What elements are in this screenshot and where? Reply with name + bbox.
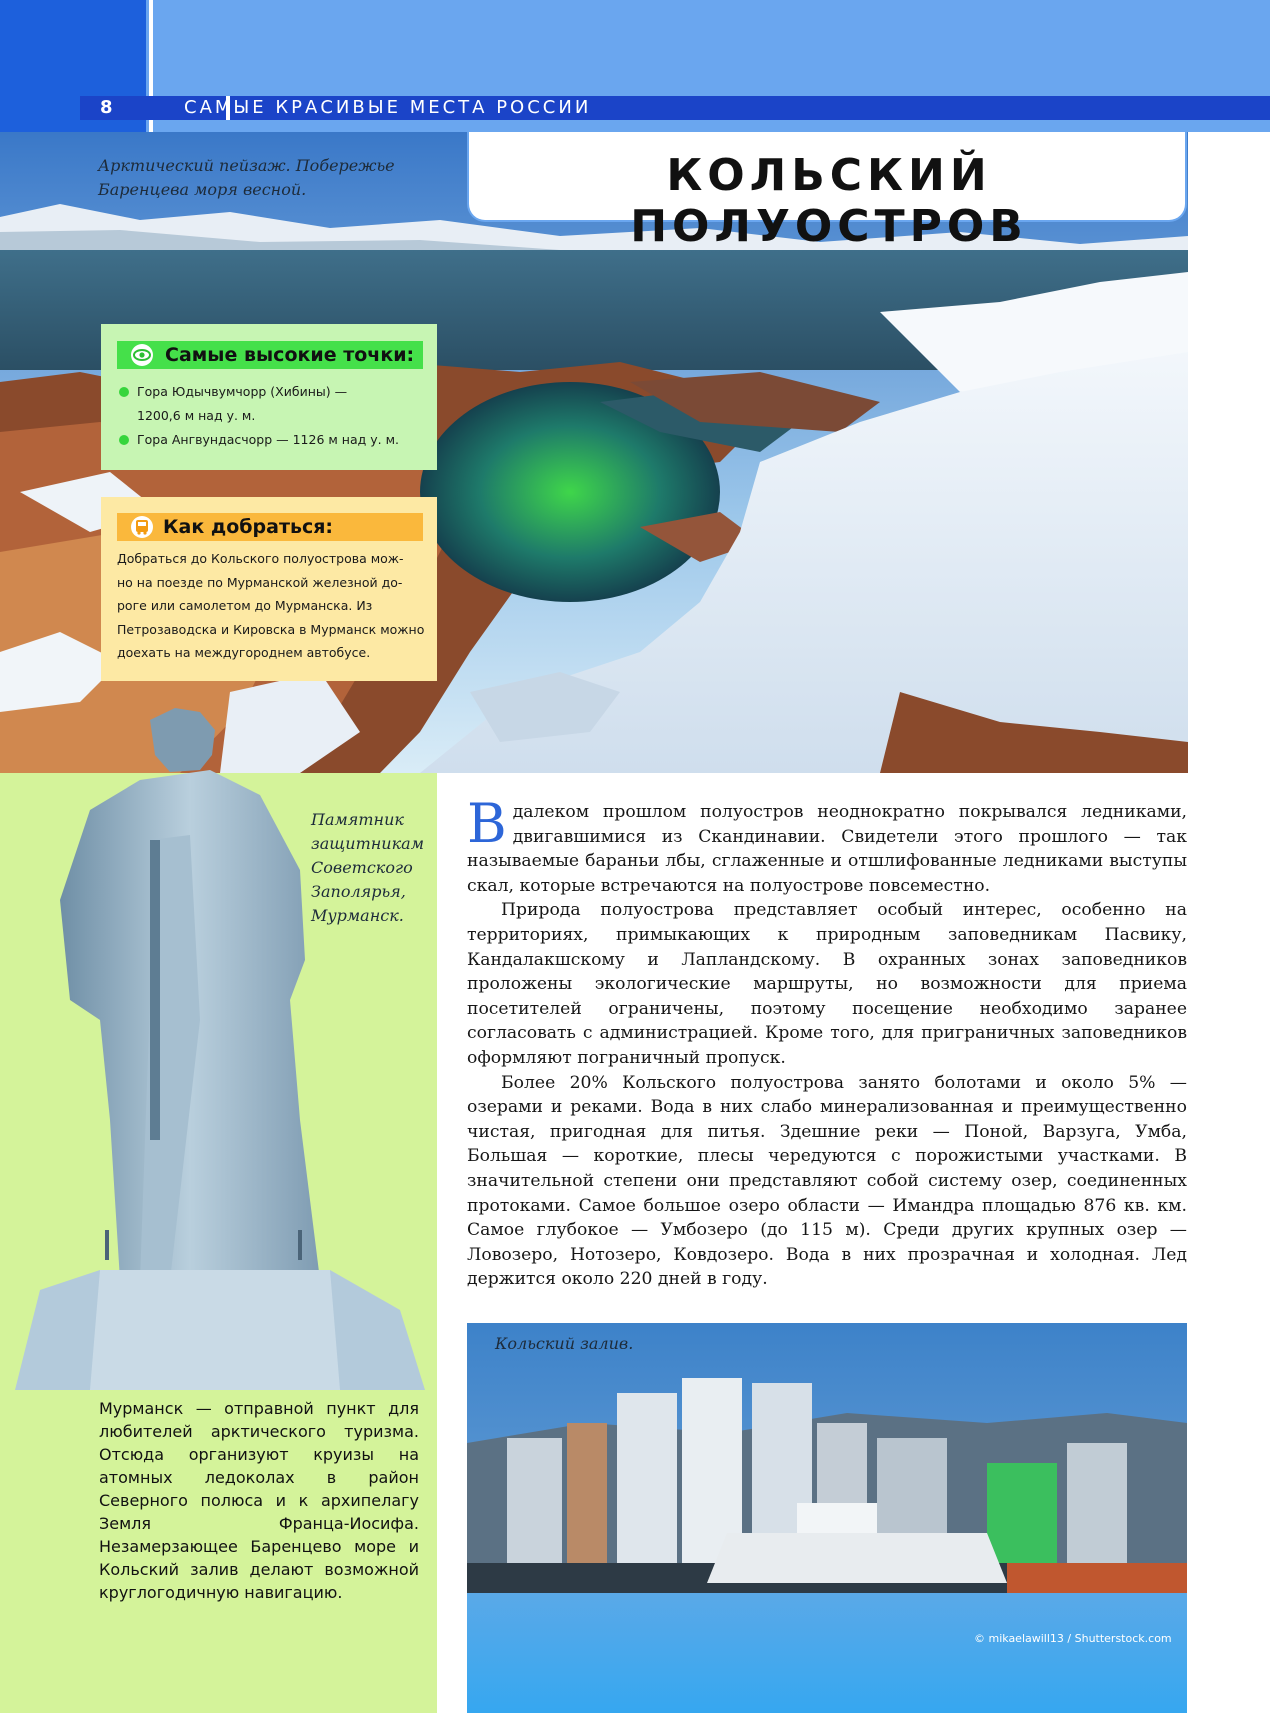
bullet-icon: [119, 387, 129, 397]
route-line: роге или самолетом до Мурманска. Из: [117, 598, 373, 613]
article-paragraph-text: далеком прошлом полуостров неоднократно покрывался ледниками, двигавшимися из Скандинавии. Свидетели этого прошлого — так называемые бараньи лбы, сглаженные и отшлифованные ледниками выступы скал, которые встречаются на полуострове повсеместно.: [467, 802, 1187, 896]
photo-credit: © mikaelawill13 / Shutterstock.com: [974, 1632, 1172, 1645]
how-to-get-text: [117, 547, 427, 665]
bay-caption: Кольский залив.: [495, 1334, 634, 1353]
kola-bay-photo: [467, 1323, 1187, 1713]
page-number: 8: [100, 97, 113, 118]
statue-caption-line: защитникам: [311, 834, 424, 853]
statue-caption-line: Мурманск.: [311, 906, 404, 925]
how-to-get-box: [101, 497, 437, 681]
statue-caption-line: Памятник: [311, 810, 404, 829]
statue-caption: [311, 808, 431, 928]
peak-item-line: 1200,6 м над у. м.: [137, 408, 256, 423]
article-paragraph: Природа полуострова представляет особый интерес, особенно на территориях, примыкающих к природным заповедникам Пасвику, Кандалакшскому и Лапландскому. В охранных зонах заповедников проложены экологические маршруты, но возможности для приема посетителей ограничены, поэтому посещение необходимо заранее согласовать с администрацией. Кроме того, для приграничных заповедников оформляют пограничный пропуск.: [467, 900, 1187, 1068]
page-title: КОЛЬСКИЙ ПОЛУОСТРОВ: [630, 150, 1028, 252]
highest-points-title: Самые высокие точки:: [165, 344, 415, 366]
how-to-get-title: Как добраться:: [163, 516, 334, 538]
statue-caption-line: Заполярья,: [311, 882, 406, 901]
hero-caption: [98, 154, 398, 202]
highest-points-box: [101, 324, 437, 470]
drop-cap: В: [467, 792, 507, 855]
eye-icon: [131, 344, 153, 366]
article-body: [467, 792, 1187, 1292]
peak-item-line: Гора Юдычвумчорр (Хибины) —: [137, 384, 348, 399]
title-box: [467, 132, 1187, 252]
route-line: Добраться до Кольского полуострова мож-: [117, 551, 404, 566]
bullet-icon: [119, 435, 129, 445]
bus-icon: [131, 516, 153, 538]
murmansk-text: Мурманск — отправной пункт для любителей арктического туризма. Отсюда организуют круизы на атомных ледоколах в район Северного полюса и к архипелагу Земля Франца-Иосифа. Незамерзающее Баренцево море и Кольский залив делают возможной круглогодичную навигацию.: [99, 1399, 419, 1602]
statue-caption-line: Советского: [311, 858, 413, 877]
highest-points-header: [117, 341, 423, 369]
article-paragraph: [467, 792, 1187, 898]
how-to-get-header: [117, 513, 423, 541]
peak-item-line: Гора Ангвундасчорр — 1126 м над у. м.: [137, 432, 399, 447]
hero-caption-line: Баренцева моря весной.: [98, 180, 307, 199]
alyosha-monument-photo: [0, 700, 437, 1390]
route-line: Петрозаводска и Кировска в Мурманск можно: [117, 621, 425, 637]
section-title: САМЫЕ КРАСИВЫЕ МЕСТА РОССИИ: [184, 97, 592, 118]
route-line: доехать на междугороднем автобусе.: [117, 645, 371, 660]
route-line: но на поезде по Мурманской железной до-: [117, 574, 403, 590]
hero-caption-line: Арктический пейзаж. Побережье: [98, 156, 395, 175]
article-paragraph: Более 20% Кольского полуострова занято болотами и около 5% — озерами и реками. Вода в них слабо минерализованная и преимущественно чистая, пригодная для питья. Здешние реки — Поной, Варзуга, Умба, Большая — короткие, плесы чередуются с порожистыми участками. В значительной степени они представляют собой систему озер, соединенных протоками. Самое большое озеро области — Имандра площадью 876 кв. км. Самое глубокое — Умбозеро (до 115 м). Среди других крупных озер — Ловозеро, Нотозеро, Ковдозеро. Вода в них прозрачная и холодная. Лед держится около 220 дней в году.: [467, 1072, 1187, 1290]
